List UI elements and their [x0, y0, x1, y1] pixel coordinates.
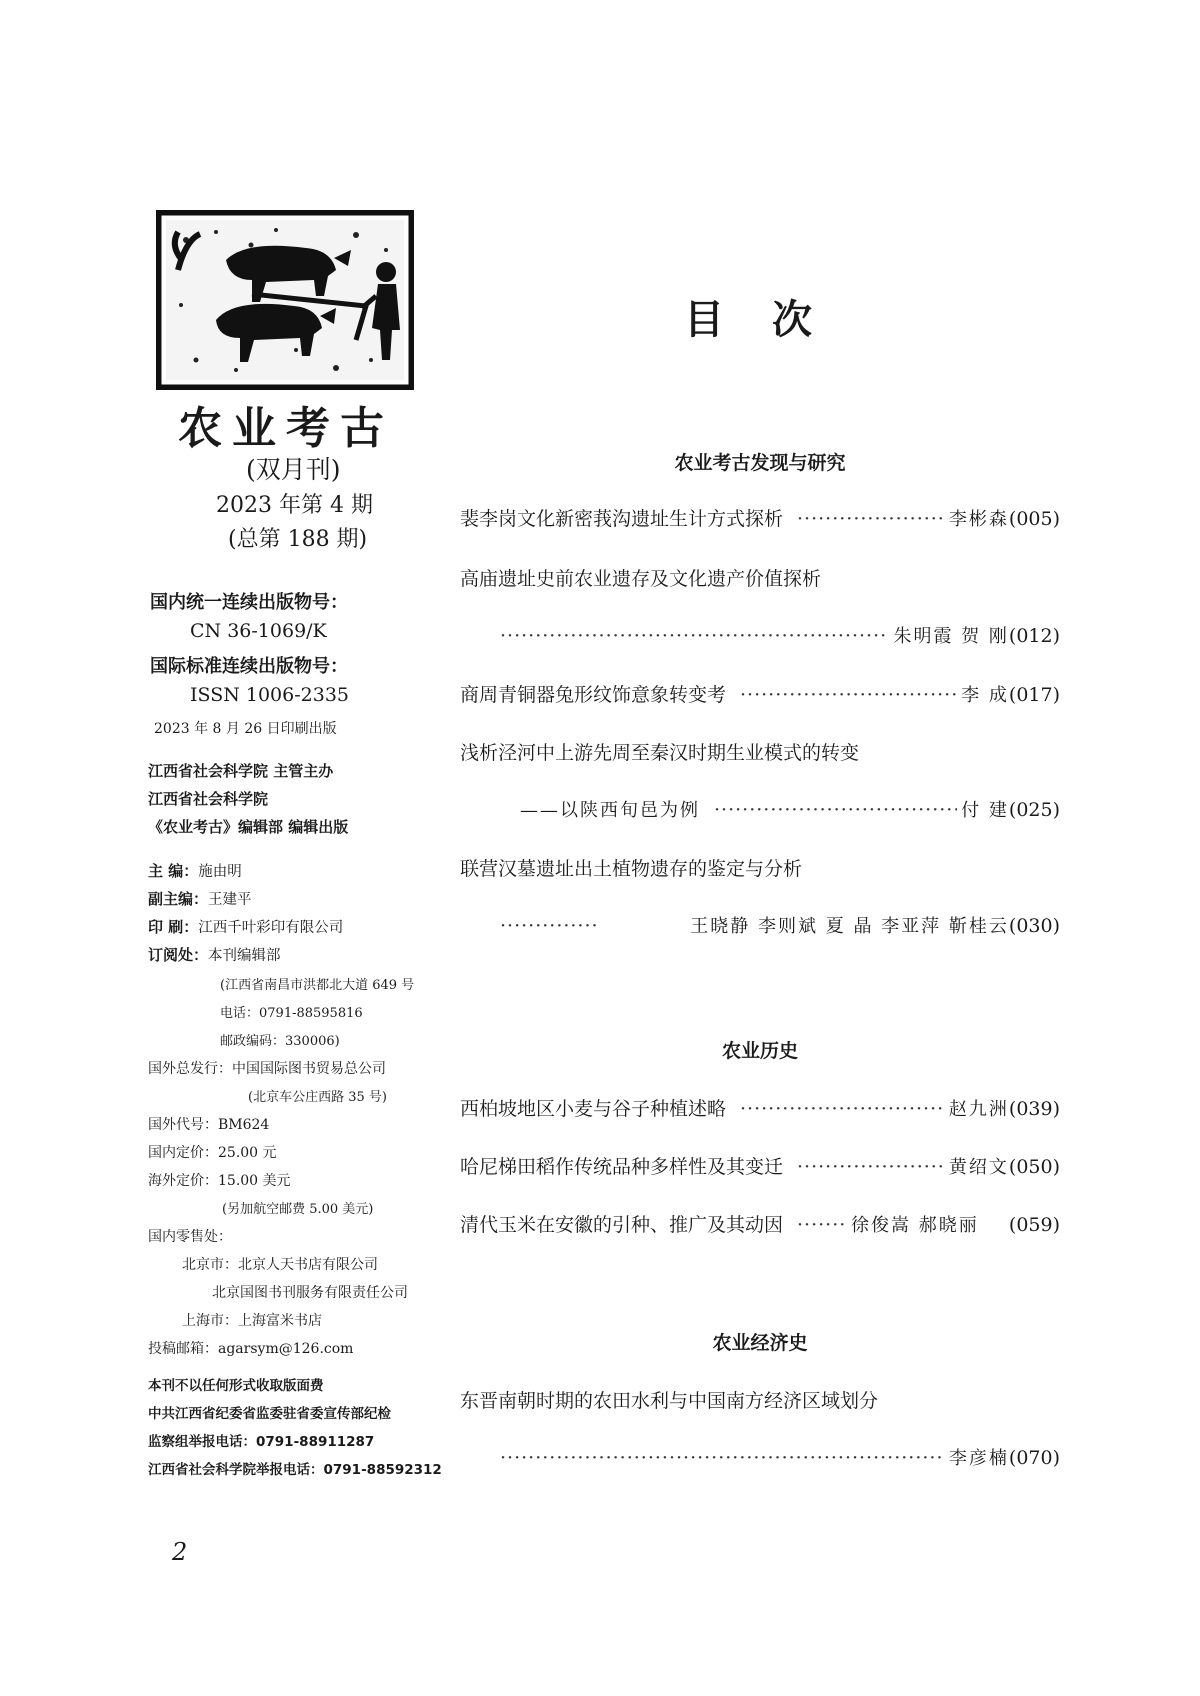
overseas-distributor: 国外总发行：中国国际图书贸易总公司: [148, 1061, 386, 1077]
submission-email: 投稿邮箱：agarsym@126.com: [148, 1341, 354, 1357]
entry-title: 哈尼梯田稻作传统品种多样性及其变迁: [460, 1156, 784, 1178]
airmail-note: (另加航空邮费 5.00 美元): [222, 1202, 374, 1217]
leader-dots: [500, 625, 889, 647]
leader-dots: [500, 915, 600, 937]
entry-authors: 朱明霞 贺 刚: [893, 626, 1009, 647]
entry-authors: 徐俊嵩 郝晓丽: [851, 1215, 979, 1236]
toc-title: 目次: [684, 297, 860, 343]
journal-total-issue: (总第 188 期): [228, 527, 368, 552]
entry-title: 商周青铜器兔形纹饰意象转变考: [460, 684, 727, 706]
sponsor-line: 江西省社会科学院: [148, 790, 269, 808]
printer-line: 印 刷：江西千叶彩印有限公司: [148, 918, 344, 936]
entry-title[interactable]: 浅析泾河中上游先周至秦汉时期生业模式的转变: [460, 742, 860, 764]
entry-authors: 赵九洲: [948, 1099, 1009, 1120]
entry-page: (050): [1008, 1156, 1060, 1178]
entry-title[interactable]: 东晋南朝时期的农田水利与中国南方经济区域划分: [460, 1390, 879, 1412]
footer-note: 本刊不以任何形式收取版面费: [148, 1378, 324, 1394]
journal-title: 农业考古: [178, 403, 394, 454]
footer-note: 江西省社会科学院举报电话：0791-88592312: [148, 1462, 442, 1478]
cn-number: CN 36-1069/K: [190, 620, 327, 642]
overseas-price: 海外定价：15.00 美元: [148, 1173, 291, 1189]
leader-dots: [797, 1214, 847, 1236]
leader-dots: [714, 799, 957, 821]
entry-authors: 李彦楠: [948, 1448, 1009, 1469]
toc-entry-continuation[interactable]: [520, 796, 1060, 826]
entry-page: (012): [1008, 625, 1060, 647]
deputy-editor-line: 副主编：王建平: [148, 890, 252, 908]
phone-line: 电话：0791-88595816: [220, 1006, 363, 1021]
journal-issue: 2023 年第 4 期: [216, 493, 373, 518]
leader-dots: [797, 508, 945, 530]
entry-page: (059): [1008, 1214, 1060, 1236]
retail-beijing-2: 北京国图书刊服务有限责任公司: [212, 1285, 408, 1301]
entry-title: 裴李岗文化新密莪沟遗址生计方式探析: [460, 508, 784, 530]
section-heading: 农业历史: [721, 1040, 798, 1062]
page-number: 2: [172, 1538, 188, 1566]
sponsor-line: 江西省社会科学院 主管主办: [148, 762, 334, 780]
overseas-code: 国外代号：BM624: [148, 1117, 270, 1133]
entry-title: 西柏坡地区小麦与谷子种植述略: [460, 1098, 727, 1120]
retail-beijing-1: 北京市：北京人天书店有限公司: [182, 1257, 378, 1273]
toc-entry-continuation[interactable]: [500, 622, 1060, 652]
leader-dots: [740, 684, 957, 706]
editor-line: 主 编：施由明: [148, 862, 242, 880]
toc-entry[interactable]: [460, 1210, 1060, 1240]
section-heading: 农业经济史: [712, 1332, 808, 1354]
entry-authors: 黄绍文: [948, 1157, 1009, 1178]
entry-subtitle: ——以陕西旬邑为例: [520, 800, 700, 821]
entry-title[interactable]: 联营汉墓遗址出土植物遗存的鉴定与分析: [460, 858, 803, 880]
print-date: 2023 年 8 月 26 日印刷出版: [154, 721, 337, 737]
address-line: (江西省南昌市洪都北大道 649 号: [220, 978, 415, 993]
retail-label: 国内零售处：: [148, 1229, 232, 1245]
entry-page: (017): [1008, 684, 1060, 706]
entry-page: (005): [1008, 508, 1060, 530]
entry-authors: 李 成: [961, 685, 1009, 706]
section-heading: 农业考古发现与研究: [674, 452, 846, 474]
toc-entry-continuation[interactable]: [500, 1444, 1060, 1474]
sponsor-line: 《农业考古》编辑部 编辑出版: [148, 818, 349, 836]
retail-shanghai: 上海市：上海富米书店: [182, 1313, 322, 1329]
journal-frequency: (双月刊): [246, 455, 341, 484]
issn-number: ISSN 1006-2335: [190, 684, 349, 706]
entry-title[interactable]: 高庙遗址史前农业遗存及文化遗产价值探析: [460, 568, 822, 590]
entry-title: 清代玉米在安徽的引种、推广及其动因: [460, 1214, 784, 1236]
entry-authors: 李彬森: [948, 509, 1009, 530]
entry-page: (030): [1008, 915, 1060, 937]
toc-entry[interactable]: [460, 1094, 1060, 1124]
domestic-price: 国内定价：25.00 元: [148, 1145, 277, 1161]
toc-entry[interactable]: [460, 680, 1060, 710]
issn-label: 国际标准连续出版物号：: [150, 656, 348, 677]
entry-page: (070): [1008, 1447, 1060, 1469]
entry-page: (039): [1008, 1098, 1060, 1120]
subscribe-line: 订阅处：本刊编辑部: [148, 946, 281, 964]
leader-dots: [740, 1098, 945, 1120]
journal-logo-woodcut: [156, 210, 414, 390]
entry-authors: 付 建: [961, 800, 1009, 821]
entry-authors: 王晓静 李则斌 夏 晶 李亚萍 靳桂云: [690, 916, 1009, 937]
leader-dots: [797, 1156, 945, 1178]
leader-dots: [500, 1447, 945, 1469]
footer-note: 监察组举报电话：0791-88911287: [148, 1434, 375, 1450]
cn-label: 国内统一连续出版物号：: [150, 592, 348, 613]
toc-entry[interactable]: [460, 504, 1060, 534]
postcode-line: 邮政编码：330006): [220, 1034, 340, 1049]
toc-entry[interactable]: [460, 1152, 1060, 1182]
footer-note: 中共江西省纪委省监委驻省委宣传部纪检: [148, 1406, 391, 1422]
overseas-distributor-address: (北京车公庄西路 35 号): [248, 1090, 387, 1105]
toc-entry-continuation[interactable]: [500, 912, 1060, 942]
entry-page: (025): [1008, 799, 1060, 821]
